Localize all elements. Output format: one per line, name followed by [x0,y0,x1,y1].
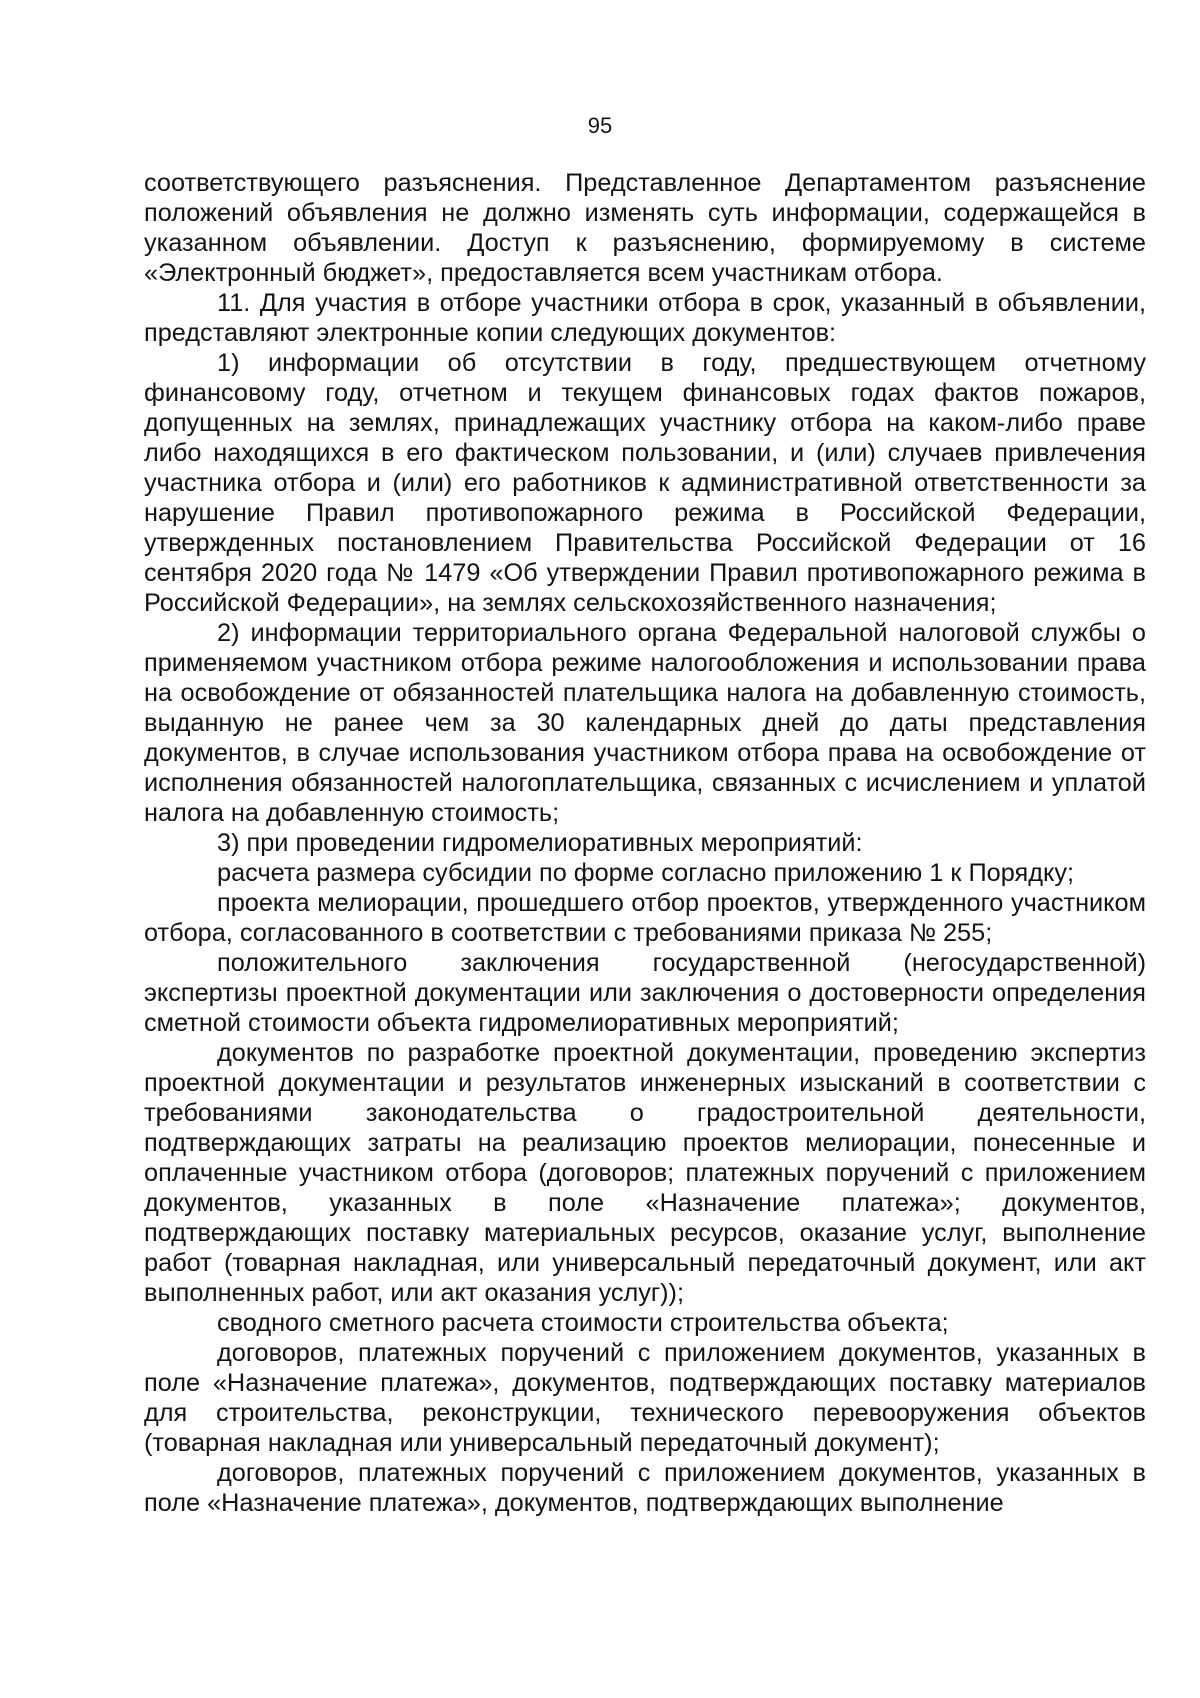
paragraph-expertise-conclusion: положительного заключения государственной (негосударственной) экспертизы проектной документации или заключения о достоверности определения сметной стоимости объекта гидромелиоративных мероприятий; [144,949,1146,1037]
paragraph-design-documents: документов по разработке проектной документации, проведению экспертиз проектной документации и результатов инженерных изысканий в соответствии с требованиями законодательства о градостроительной деятельности, подтверждающих затраты на реализацию проектов мелиорации, понесенные и оплаченные участником отбора (договоров; платежных поручений с приложением документов, указанных в поле «Назначение платежа»; документов, подтверждающих поставку материальных ресурсов, оказание услуг, выполнение работ (товарная накладная, или универсальный передаточный документ, или акт выполненных работ, или акт оказания услуг)); [144,1039,1146,1307]
paragraph-subitem-3: 3) при проведении гидромелиоративных мероприятий: [217,829,863,857]
paragraph-subitem-2: 2) информации территориального органа Федеральной налоговой службы о применяемом участником отбора режиме налогообложения и использовании права на освобождение от обязанностей плательщика налога на добавленную стоимость, выданную не ранее чем за 30 календарных дней до даты представления документов, в случае использования участником отбора права на освобождение от исполнения обязанностей налогоплательщика, связанных с исчислением и уплатой налога на добавленную стоимость; [144,619,1146,827]
paragraph-estimate-calculation: сводного сметного расчета стоимости строительства объекта; [217,1309,949,1337]
paragraph-item-11: 11. Для участия в отборе участники отбора в срок, указанный в объявлении, представляют электронные копии следующих документов: [144,289,1146,347]
paragraph-subsidy-calculation: расчета размера субсидии по форме согласно приложению 1 к Порядку; [217,859,1074,887]
paragraph-subitem-1: 1) информации об отсутствии в году, предшествующем отчетному финансовому году, отчетном и текущем финансовых годах фактов пожаров, допущенных на землях, принадлежащих участнику отбора на каком-либо праве либо находящихся в его фактическом пользовании, и (или) случаев привлечения участника отбора и (или) его работников к административной ответственности за нарушение Правил противопожарного режима в Российской Федерации, утвержденных постановлением Правительства Российской Федерации от 16 сентября 2020 года № 1479 «Об утверждении Правил противопожарного режима в Российской Федерации», на землях сельскохозяйственного назначения; [144,349,1146,617]
paragraph-continuation: соответствующего разъяснения. Представленное Департаментом разъяснение положений объявления не должно изменять суть информации, содержащейся в указанном объявлении. Доступ к разъяснению, формируемому в системе «Электронный бюджет», предоставляется всем участникам отбора. [144,169,1146,287]
page-number: 95 [587,113,613,138]
paragraph-materials-contracts: договоров, платежных поручений с приложением документов, указанных в поле «Назначение платежа», документов, подтверждающих поставку материалов для строительства, реконструкции, технического перевооружения объектов (товарная накладная или универсальный передаточный документ); [144,1339,1146,1457]
document-body [144,168,1146,1518]
paragraph-melioration-project: проекта мелиорации, прошедшего отбор проектов, утвержденного участником отбора, согласованного в соответствии с требованиями приказа № 255; [144,889,1146,947]
paragraph-works-contracts: договоров, платежных поручений с приложением документов, указанных в поле «Назначение платежа», документов, подтверждающих выполнение [144,1459,1146,1517]
